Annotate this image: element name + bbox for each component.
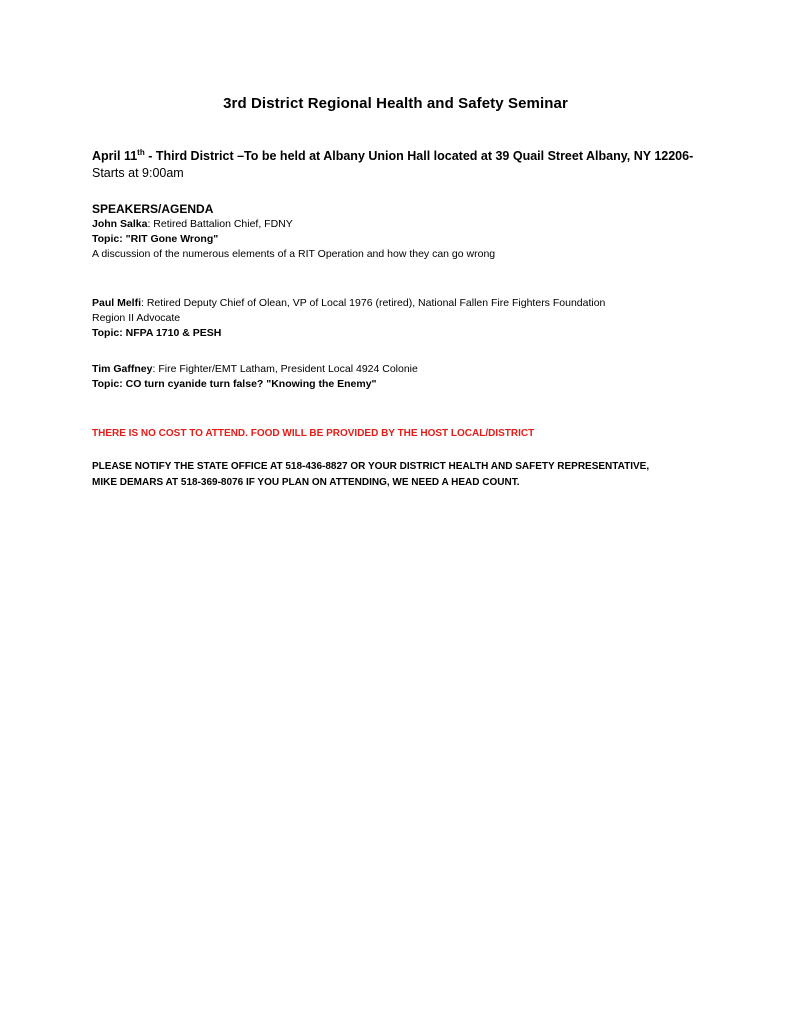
event-location: - Third District –To be held at Albany Union Hall located at 39 Quail Street Albany, NY 12206- bbox=[144, 149, 694, 163]
speaker-2-title: : Retired Deputy Chief of Olean, VP of Local 1976 (retired), National Fallen Fire Fighters Foundation bbox=[141, 297, 606, 309]
rsvp-notice bbox=[92, 459, 742, 491]
event-details bbox=[92, 148, 742, 182]
speaker-3 bbox=[92, 362, 742, 392]
speaker-1-title: : Retired Battalion Chief, FDNY bbox=[147, 218, 293, 230]
speaker-1 bbox=[92, 217, 742, 232]
speaker-2-topic: Topic: NFPA 1710 & PESH bbox=[92, 327, 222, 339]
speaker-2-title-cont: Region II Advocate bbox=[92, 312, 181, 324]
cost-notice: THERE IS NO COST TO ATTEND. FOOD WILL BE PROVIDED BY THE HOST LOCAL/DISTRICT bbox=[92, 428, 535, 439]
event-date-suffix: th bbox=[137, 147, 145, 157]
speaker-1-name: John Salka bbox=[92, 218, 148, 230]
event-date: April 11 bbox=[92, 149, 138, 163]
event-start-time: Starts at 9:00am bbox=[92, 166, 184, 180]
speaker-3-title: : Fire Fighter/EMT Latham, President Local 4924 Colonie bbox=[152, 363, 418, 375]
page-title: 3rd District Regional Health and Safety Seminar bbox=[223, 95, 568, 112]
speaker-2 bbox=[92, 296, 742, 341]
rsvp-notice-line2: MIKE DEMARS AT 518-369-8076 IF YOU PLAN ON ATTENDING, WE NEED A HEAD COUNT. bbox=[92, 477, 520, 488]
speaker-3-name: Tim Gaffney bbox=[92, 363, 153, 375]
speaker-1-description: A discussion of the numerous elements of a RIT Operation and how they can go wrong bbox=[92, 248, 496, 260]
agenda-section bbox=[92, 202, 742, 262]
speaker-2-name: Paul Melfi bbox=[92, 297, 142, 309]
speaker-3-topic: Topic: CO turn cyanide turn false? "Knowing the Enemy" bbox=[92, 378, 377, 390]
rsvp-notice-line1: PLEASE NOTIFY THE STATE OFFICE AT 518-436-8827 OR YOUR DISTRICT HEALTH AND SAFETY REPRESENTATIVE, bbox=[92, 461, 650, 472]
agenda-heading: SPEAKERS/AGENDA bbox=[92, 202, 214, 216]
speaker-1-topic: Topic: "RIT Gone Wrong" bbox=[92, 233, 219, 245]
